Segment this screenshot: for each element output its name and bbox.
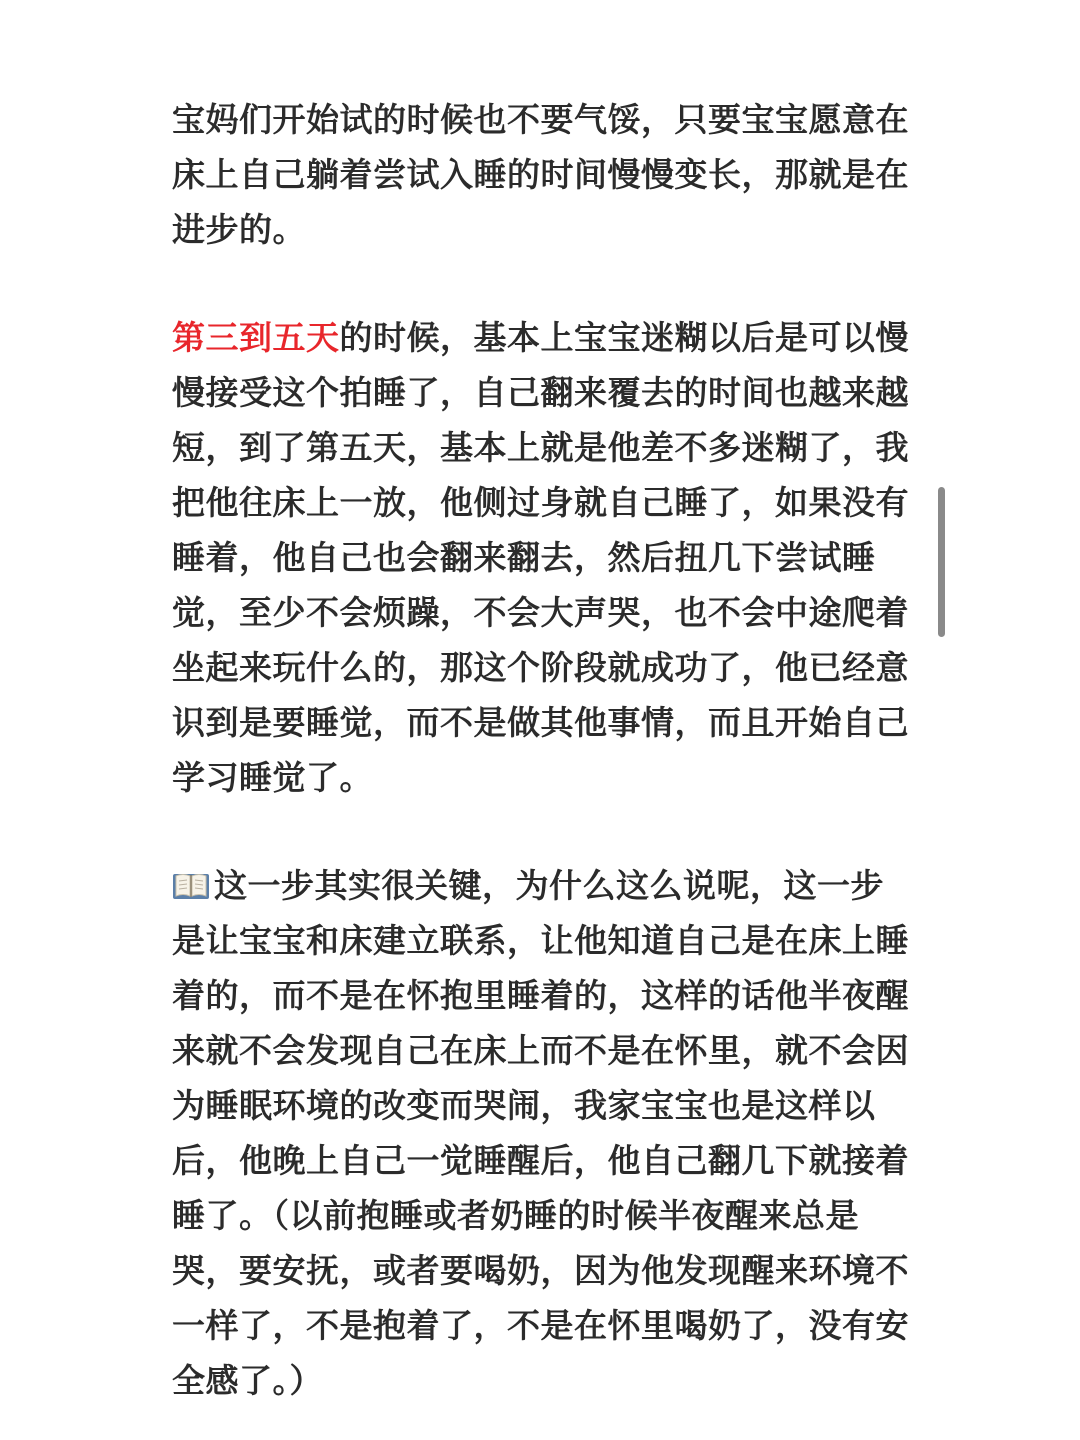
article-body [172,92,914,1408]
open-book-icon [172,871,210,901]
paragraph-intro-text: 宝妈们开始试的时候也不要气馁，只要宝宝愿意在床上自己躺着尝试入睡的时间慢慢变长，那就是在进步的。 [172,100,909,249]
paragraph-key-step [172,858,914,1408]
paragraph-days-three-to-five [172,310,914,805]
paragraph-days-text: 的时候，基本上宝宝迷糊以后是可以慢慢接受这个拍睡了，自己翻来覆去的时间也越来越短，到了第五天，基本上就是他差不多迷糊了，我把他往床上一放，他侧过身就自己睡了，如果没有睡着，他自己也会翻来翻去，然后扭几下尝试睡觉，至少不会烦躁，不会大声哭，也不会中途爬着坐起来玩什么的，那这个阶段就成功了，他已经意识到是要睡觉，而不是做其他事情，而且开始自己学习睡觉了。 [172,318,909,797]
vertical-scrollbar[interactable] [938,487,945,637]
highlighted-phrase: 第三到五天 [172,318,340,357]
paragraph-intro [172,92,914,257]
paragraph-key-step-text: 这一步其实很关键，为什么这么说呢，这一步是让宝宝和床建立联系，让他知道自己是在床上睡着的，而不是在怀抱里睡着的，这样的话他半夜醒来就不会发现自己在床上而不是在怀里，就不会因为睡眠环境的改变而哭闹，我家宝宝也是这样以后，他晚上自己一觉睡醒后，他自己翻几下就接着睡了。（以前抱睡或者奶睡的时候半夜醒来总是哭，要安抚，或者要喝奶，因为他发现醒来环境不一样了，不是抱着了，不是在怀里喝奶了，没有安全感了。） [172,866,909,1400]
